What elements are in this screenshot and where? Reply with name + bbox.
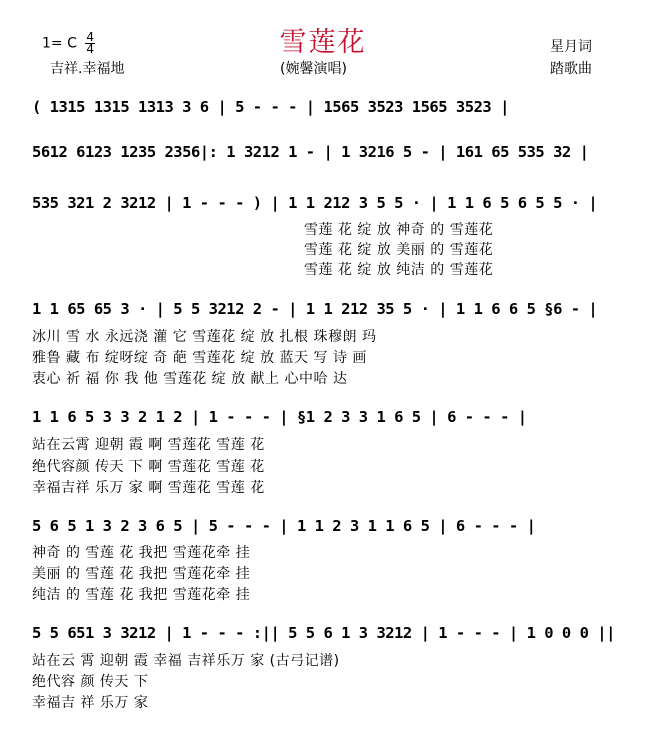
notation-row-7: 5 5 651 3 3212 | 1 - - - :|| 5 5 6 1 3 3212 | 1 - - - | 1 0 0 0 ||	[32, 624, 615, 642]
lyric-row-6-verse-2: 美丽 的 雪莲 花 我把 雪莲花牵 挂	[32, 566, 251, 582]
key-signature	[42, 32, 95, 55]
lyric-row-3-verse-3: 雪莲 花 绽 放 纯洁 的 雪莲花	[304, 262, 494, 278]
time-top: 4	[86, 30, 94, 44]
lyric-row-5-verse-3: 幸福吉祥 乐万 家 啊 雪莲花 雪莲 花	[32, 480, 265, 496]
notation-row-6: 5 6 5 1 3 2 3 6 5 | 5 - - - | 1 1 2 3 1 1 6 5 | 6 - - - |	[32, 517, 536, 535]
lyric-row-7-verse-2: 绝代容 颜 传天 下	[32, 674, 149, 690]
lyricist-credit: 星月词	[550, 39, 592, 55]
notation-row-1: ( 1315 1315 1313 3 6 | 5 - - - | 1565 3523 1565 3523 |	[32, 98, 509, 116]
notation-row-3: 535 321 2 3212 | 1 - - - ) | 1 1 212 3 5 5 · | 1 1 6 5 6 5 5 · |	[32, 194, 598, 212]
lyric-row-5-verse-1: 站在云霄 迎朝 霞 啊 雪莲花 雪莲 花	[32, 437, 265, 453]
notation-row-2: 5612 6123 1235 2356|: 1 3212 1 - | 1 3216 5 - | 161 65 535 32 |	[32, 143, 589, 161]
singer-credit: (婉馨演唱)	[280, 61, 347, 77]
composer-credit: 踏歌曲	[550, 61, 592, 77]
lyric-row-3-verse-1: 雪莲 花 绽 放 神奇 的 雪莲花	[304, 222, 494, 238]
notation-row-4: 1 1 65 65 3 · | 5 5 3212 2 - | 1 1 212 35 5 · | 1 1 6 6 5 §6 - |	[32, 300, 598, 318]
song-title: 雪莲花	[279, 27, 367, 58]
lyric-row-4-verse-1: 冰川 雪 水 永远浇 灌 它 雪莲花 绽 放 扎根 珠穆朗 玛	[32, 329, 377, 345]
time-signature	[85, 32, 95, 55]
lyric-row-4-verse-3: 衷心 祈 福 你 我 他 雪莲花 绽 放 献上 心中哈 达	[32, 371, 348, 387]
lyric-row-6-verse-1: 神奇 的 雪莲 花 我把 雪莲花牵 挂	[32, 545, 251, 561]
lyric-row-7-verse-3: 幸福吉 祥 乐万 家	[32, 695, 149, 711]
key-label: 1= C	[42, 35, 77, 52]
subtitle: 吉祥.幸福地	[50, 61, 125, 77]
notation-row-5: 1 1 6 5 3 3 2 1 2 | 1 - - - | §1 2 3 3 1 6 5 | 6 - - - |	[32, 408, 527, 426]
lyric-row-6-verse-3: 纯洁 的 雪莲 花 我把 雪莲花牵 挂	[32, 587, 251, 603]
lyric-row-5-verse-2: 绝代容颜 传天 下 啊 雪莲花 雪莲 花	[32, 459, 265, 475]
lyric-row-7-verse-1: 站在云 霄 迎朝 霞 幸福 吉祥乐万 家 (古弓记谱)	[32, 653, 340, 669]
lyric-row-3-verse-2: 雪莲 花 绽 放 美丽 的 雪莲花	[304, 242, 494, 258]
time-bottom: 4	[86, 42, 94, 56]
lyric-row-4-verse-2: 雅鲁 藏 布 绽呀绽 奇 葩 雪莲花 绽 放 蓝天 写 诗 画	[32, 350, 367, 366]
